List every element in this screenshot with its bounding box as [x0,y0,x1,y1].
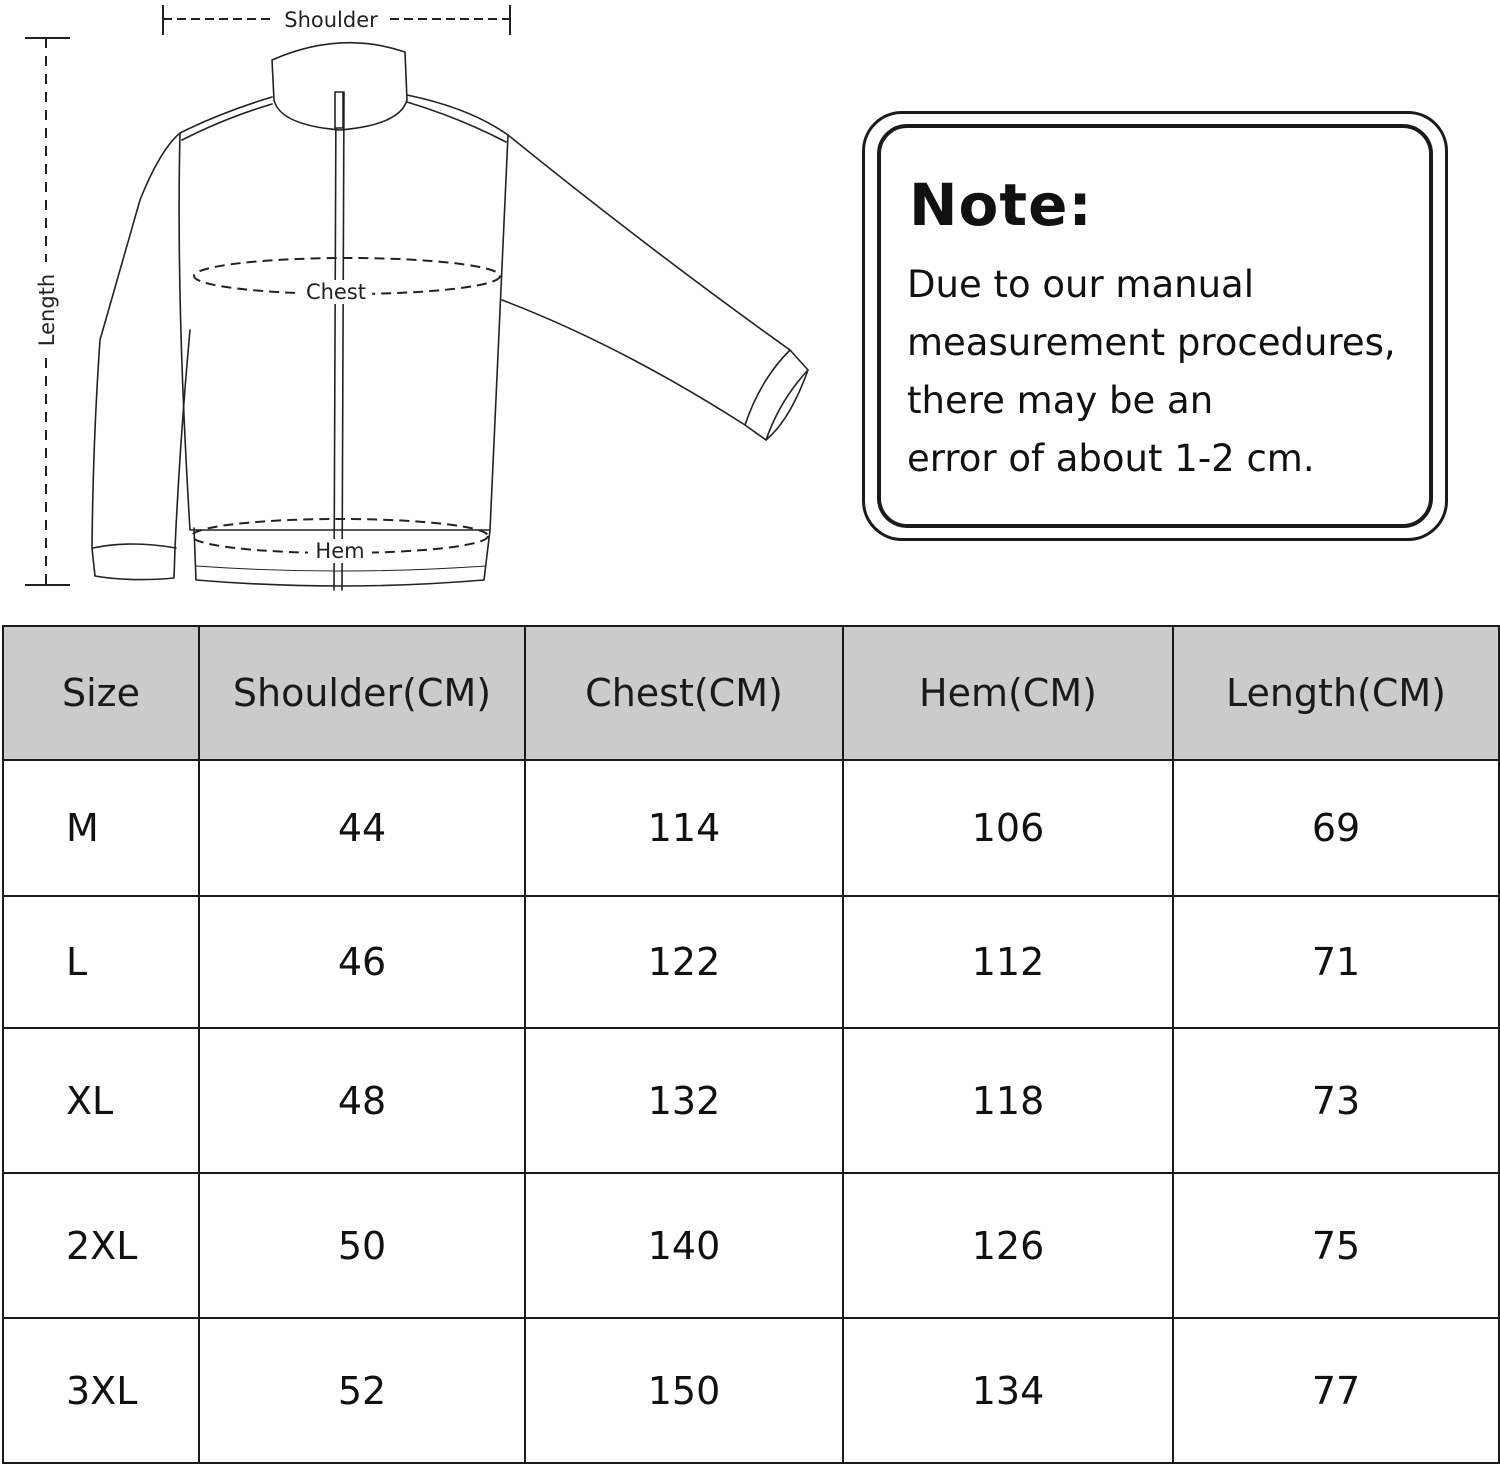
left-sleeve [92,133,190,580]
table-header-row [3,626,1499,760]
table-row [3,1173,1499,1318]
column-header-shoulder: Shoulder(CM) [199,626,525,760]
length-label: Length [35,273,59,347]
shoulder-cell: 44 [199,760,525,896]
right-sleeve [502,135,808,440]
length-cell: 77 [1173,1318,1499,1463]
note-line: measurement procedures, [907,321,1396,364]
chest-cell: 132 [525,1028,843,1173]
hem-label: Hem [315,539,365,563]
shoulder-label: Shoulder [284,8,378,32]
size-cell: 3XL [3,1318,199,1463]
chest-cell: 140 [525,1173,843,1318]
length-cell: 75 [1173,1173,1499,1318]
table-row [3,896,1499,1028]
column-header-size: Size [3,626,199,760]
length-cell: 73 [1173,1028,1499,1173]
hem-cell: 112 [843,896,1173,1028]
chest-label: Chest [305,280,367,304]
shoulder-cell: 48 [199,1028,525,1173]
column-header-chest: Chest(CM) [525,626,843,760]
length-cell: 69 [1173,760,1499,896]
chest-cell: 150 [525,1318,843,1463]
size-cell: XL [3,1028,199,1173]
note-line: error of about 1-2 cm. [907,437,1315,480]
note-title: Note: [909,171,1093,239]
shoulder-cell: 50 [199,1173,525,1318]
size-cell: M [3,760,199,896]
shoulder-cell: 46 [199,896,525,1028]
jacket-measurement-diagram [0,0,860,610]
column-header-length: Length(CM) [1173,626,1499,760]
shoulder-cell: 52 [199,1318,525,1463]
note-box-inner [877,124,1433,528]
hem-cell: 106 [843,760,1173,896]
note-line: Due to our manual [907,263,1255,306]
note-line: there may be an [907,379,1214,422]
chest-cell: 122 [525,896,843,1028]
hem-cell: 126 [843,1173,1173,1318]
table-row [3,1318,1499,1463]
chest-cell: 114 [525,760,843,896]
zipper-line [334,92,336,590]
table-row [3,760,1499,896]
note-text [907,256,1396,488]
table-row [3,1028,1499,1173]
length-cell: 71 [1173,896,1499,1028]
note-box [862,111,1448,541]
size-cell: L [3,896,199,1028]
hem-cell: 134 [843,1318,1173,1463]
hem-cell: 118 [843,1028,1173,1173]
size-cell: 2XL [3,1173,199,1318]
size-chart-table [2,625,1500,1464]
column-header-hem: Hem(CM) [843,626,1173,760]
